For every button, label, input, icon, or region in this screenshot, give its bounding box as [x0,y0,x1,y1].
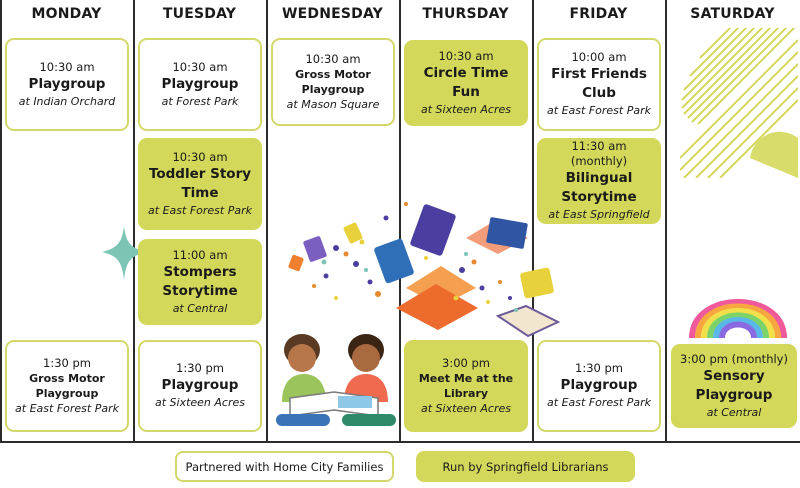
event-time: 1:30 pm [176,361,224,375]
event-time: 3:00 pm [442,355,490,370]
event-location: at East Forest Park [148,203,252,217]
event-card[interactable] [537,340,661,432]
event-title: Playgroup [161,75,239,92]
event-card[interactable] [138,38,262,131]
event-card[interactable] [537,138,661,224]
event-location: at Sixteen Acres [420,401,511,415]
event-title: Toddler Story Time [148,165,252,201]
day-header-monday: MONDAY [31,6,102,22]
rainbow-slinky-illustration [684,280,792,340]
event-card[interactable] [138,138,262,230]
event-location: at East Forest Park [15,401,119,415]
event-card[interactable] [537,38,661,131]
event-card[interactable] [138,340,262,432]
day-header-tuesday: TUESDAY [162,6,237,22]
event-time: 1:30 pm [575,361,623,375]
event-location: at Mason Square [286,97,380,111]
event-title: Gross Motor Playgroup [29,371,105,400]
event-title: Playgroup [161,377,239,393]
event-time: 1:30 pm [43,355,91,370]
event-card[interactable] [404,340,528,432]
event-title: Circle Time Fun [423,64,509,100]
event-title: Bilingual Storytime [561,170,637,205]
day-header-friday: FRIDAY [569,6,628,22]
event-title: First Friends Club [551,66,647,101]
event-time: 10:30 am [438,48,494,63]
run-by-label: Run by Springfield Librarians [416,451,635,482]
event-time: 11:00 am [172,247,228,262]
day-header-saturday: SATURDAY [690,6,775,22]
event-card[interactable] [671,344,797,428]
event-time: 10:30 am [305,51,361,66]
event-location: at East Springfield [548,208,650,221]
event-card[interactable] [138,239,262,325]
event-location: at Sixteen Acres [420,102,511,116]
stripes-decoration [680,28,798,178]
event-location: at Central [706,405,762,419]
event-card[interactable] [271,38,395,126]
event-time: 10:30 am [172,59,228,74]
event-location: at Indian Orchard [18,94,116,108]
event-location: at East Forest Park [547,104,651,117]
event-title: Playgroup [560,377,638,393]
event-title: Stompers Storytime [162,263,238,299]
partner-label: Partnered with Home City Families [175,451,394,482]
event-time: 10:30 am [39,59,95,74]
event-title: Gross Motor Playgroup [295,67,371,96]
kids-reading-illustration [272,332,398,432]
event-location: at Sixteen Acres [154,396,245,409]
event-title: Meet Me at the Library [418,371,514,400]
event-location: at Central [172,301,228,315]
event-card[interactable] [5,340,129,432]
event-card[interactable] [5,38,129,131]
event-title: Sensory Playgroup [695,367,773,403]
event-time: 11:30 am (monthly) [570,139,628,168]
event-time: 10:30 am [172,149,228,164]
event-title: Playgroup [28,75,106,92]
day-header-wednesday: WEDNESDAY [281,6,384,22]
event-card[interactable] [404,40,528,126]
event-time: 3:00 pm (monthly) [680,351,788,366]
event-time: 10:00 am [571,50,627,64]
day-header-thursday: THURSDAY [422,6,509,22]
event-location: at Forest Park [161,94,239,108]
event-location: at East Forest Park [547,396,651,409]
